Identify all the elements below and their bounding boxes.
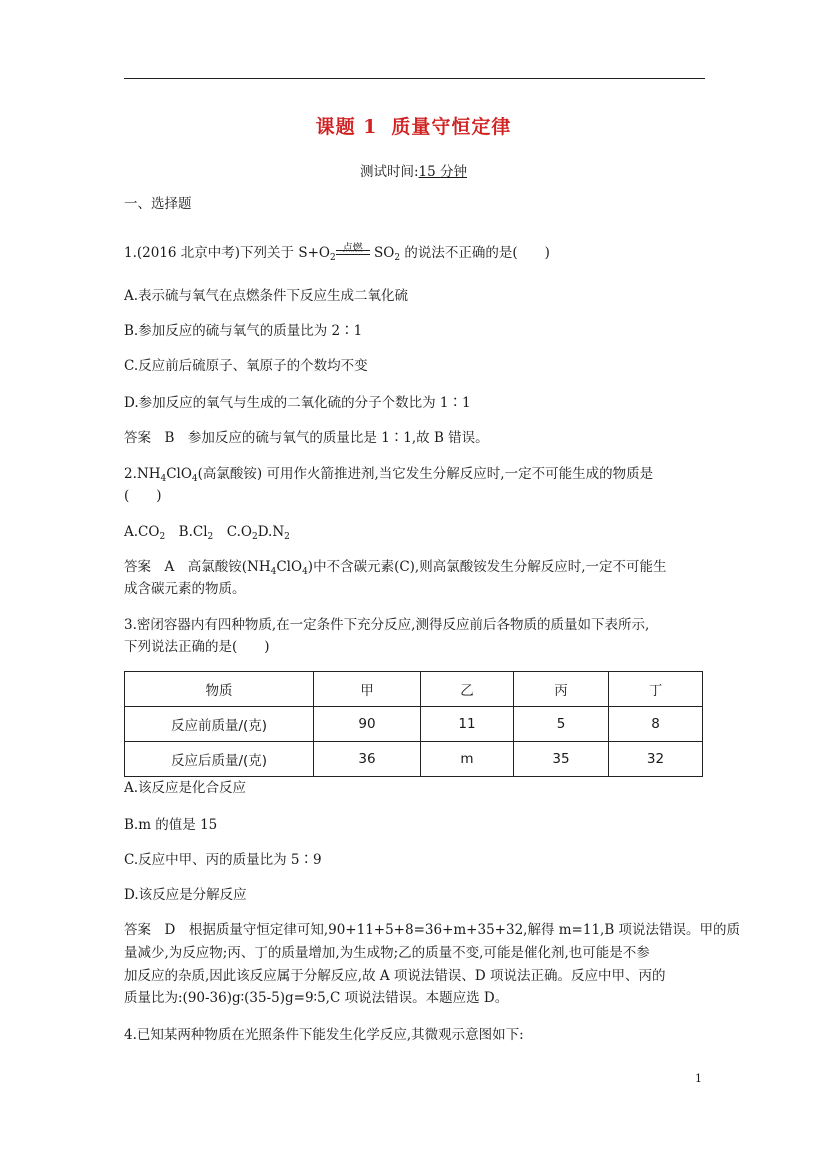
table-cell: 反应后质量/(克): [125, 742, 314, 777]
question-3-option-a: A.该反应是化合反应: [124, 780, 247, 796]
table-header-cell: 物质: [125, 672, 314, 707]
reaction-condition-arrow: [336, 243, 370, 257]
table-cell: m: [421, 742, 514, 777]
reaction-condition-label: 点燃: [342, 243, 363, 254]
test-time-value: 15 分钟: [418, 164, 468, 180]
question-3-answer-line: 加反应的杂质,因此该反应属于分解反应,故 A 项说法错误、D 项说法正确。反应中甲、丙的: [124, 968, 666, 984]
test-time: [0, 160, 827, 180]
question-4-stem: 4.已知某两种物质在光照条件下能发生化学反应,其微观示意图如下:: [124, 1027, 524, 1043]
question-1-option-d: D.参加反应的氧气与生成的二氧化硫的分子个数比为 1∶1: [124, 395, 471, 411]
question-1-option-b: B.参加反应的硫与氧气的质量比为 2∶1: [124, 323, 363, 339]
table-cell: 5: [514, 707, 609, 742]
header-rule: [124, 78, 705, 79]
table-header-cell: 丁: [609, 672, 703, 707]
question-2-options: $A.CO_2$ $B.Cl_2$ $C.O_2D.N_2$: [124, 524, 290, 542]
table-cell: 11: [421, 707, 514, 742]
section-heading: 一、选择题: [124, 196, 192, 212]
question-1-stem: 1.(2016 北京中考)下列关于 $S+O_2$ 点燃 $SO_2$ 的说法不正确的是( ): [124, 242, 709, 265]
table-cell: 90: [314, 707, 421, 742]
mass-table: [124, 671, 703, 777]
question-3-answer: 答案 D 根据质量守恒定律可知,90+11+5+8=36+m+35+32,解得 m=11,B 项说法错误。甲的质: [124, 922, 741, 938]
question-1-option-c: C.反应前后硫原子、氧原子的个数均不变: [124, 358, 368, 374]
table-row: [125, 707, 703, 742]
table-header-row: [125, 672, 703, 707]
question-3-option-c: C.反应中甲、丙的质量比为 5∶9: [124, 852, 322, 868]
table-header-cell: 甲: [314, 672, 421, 707]
table-cell: 8: [609, 707, 703, 742]
table-cell: 36: [314, 742, 421, 777]
question-2-answer-line2: 成含碳元素的物质。: [124, 581, 246, 597]
question-3-stem: 3.密闭容器内有四种物质,在一定条件下充分反应,测得反应前后各物质的质量如下表所示,: [124, 617, 650, 633]
table-header-cell: 乙: [421, 672, 514, 707]
question-1-answer: 答案 B 参加反应的硫与氧气的质量比是 1∶1,故 B 错误。: [124, 430, 489, 446]
table-cell: 反应前质量/(克): [125, 707, 314, 742]
table-row: [125, 742, 703, 777]
question-3-answer-line: 质量比为:(90-36)g∶(35-5)g=9∶5,C 项说法错误。本题应选 D。: [124, 990, 509, 1006]
title-lesson: 课题 1: [315, 116, 378, 138]
question-2-answer: 答案 A 高氯酸铵$(NH_4ClO_4)$中不含碳元素(C),则高氯酸铵发生分解反应时,一定不可能生: [124, 559, 667, 577]
test-time-label: 测试时间:: [359, 164, 419, 180]
question-1-option-a: A.表示硫与氧气在点燃条件下反应生成二氧化硫: [124, 288, 409, 304]
question-2-stem-line2: ( ): [124, 488, 162, 504]
page-title: [0, 112, 827, 139]
question-3-option-b: B.m 的值是 15: [124, 817, 218, 833]
question-3-answer-line: 量减少,为反应物;丙、丁的质量增加,为生成物;乙的质量不变,可能是催化剂,也可能是不参: [124, 945, 650, 961]
question-3-option-d: D.该反应是分解反应: [124, 887, 247, 903]
title-topic: 质量守恒定律: [391, 116, 512, 138]
page-number: 1: [695, 1072, 702, 1085]
table-cell: 35: [514, 742, 609, 777]
table-cell: 32: [609, 742, 703, 777]
question-2-stem: $2.NH_4ClO_4$(高氯酸铵) 可用作火箭推进剂,当它发生分解反应时,一定不可能生成的物质是: [124, 466, 654, 484]
question-3-stem-line2: 下列说法正确的是( ): [124, 639, 270, 655]
table-header-cell: 丙: [514, 672, 609, 707]
